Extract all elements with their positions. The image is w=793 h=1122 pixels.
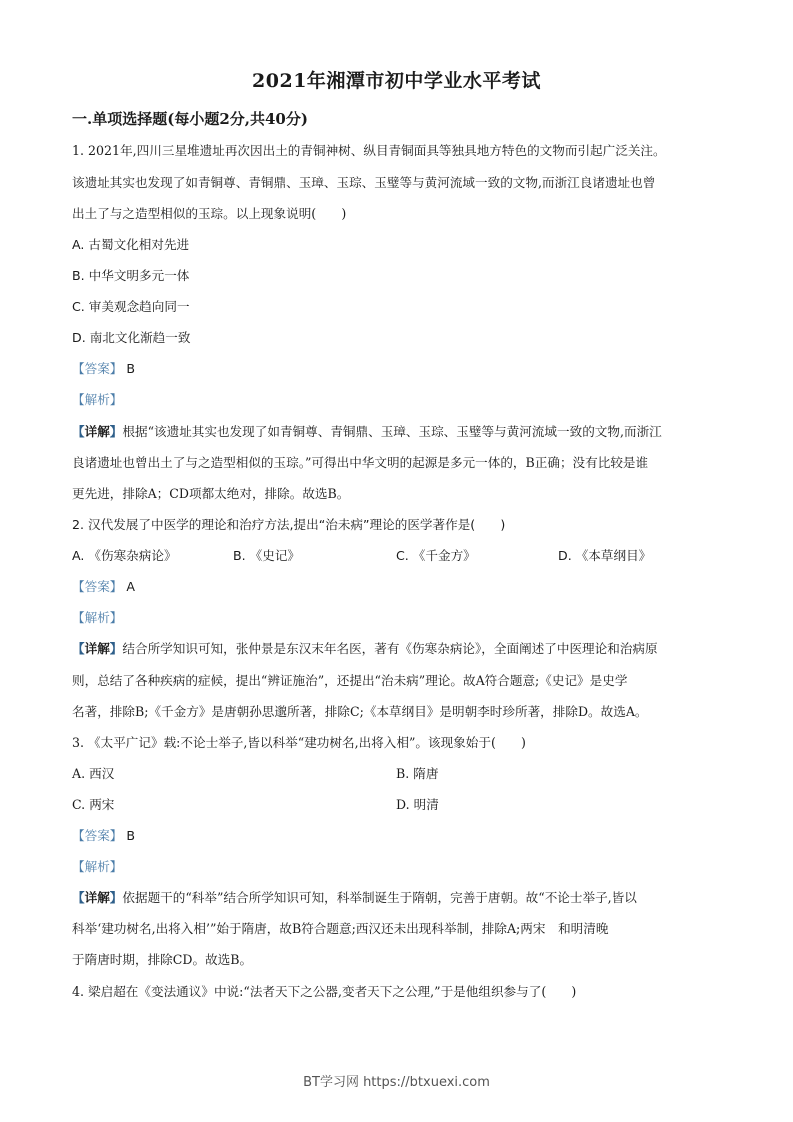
q3-option-d: D. 明清: [396, 797, 439, 812]
q2-stem: 2. 汉代发展了中医学的理论和治疗方法,提出“治未病”理论的医学著作是( ): [72, 517, 506, 532]
answer-label: 答案: [84, 579, 110, 594]
q2-answer: 【答案】 A: [72, 579, 136, 594]
q1-option-b: B. 中华文明多元一体: [72, 268, 190, 283]
q3-option-c: C. 两宋: [72, 797, 115, 812]
footer-watermark: BT学习网 https://btxuexi.com: [303, 1075, 490, 1090]
section-heading: 一.单项选择题(每小题2分,共40分): [72, 110, 308, 128]
q2-analysis-label: 【解析】: [72, 610, 123, 625]
q1-option-c: C. 审美观念趋向同一: [72, 299, 190, 314]
q1-stem-line-1: 1. 2021年,四川三星堆遗址再次因出土的青铜神树、纵目青铜面具等独具地方特色的文物而引起广泛关注。: [72, 143, 666, 158]
detail-label: 详解: [84, 424, 110, 439]
answer-value: A: [126, 579, 136, 594]
q3-detail-line-3: 于隋唐时期，排除CD。故选B。: [72, 952, 253, 967]
page-title: 2021年湘潭市初中学业水平考试: [252, 70, 541, 92]
answer-label: 答案: [84, 361, 110, 376]
answer-value: B: [126, 361, 136, 376]
q1-stem-line-2: 该遗址其实也发现了如青铜尊、青铜鼎、玉璋、玉琮、玉璧等与黄河流域一致的文物,而浙江良诸遗址也曾: [72, 175, 656, 190]
q2-option-d: D. 《本草纲目》: [558, 548, 652, 563]
q1-detail-line-2: 良诸遗址也曾出土了与之造型相似的玉琮。”可得出中华文明的起源是多元一体的，B正确；没有比较是谁: [72, 455, 649, 470]
q3-analysis-label: 【解析】: [72, 859, 123, 874]
q1-option-a: A. 古蜀文化相对先进: [72, 237, 190, 252]
q2-option-a: A. 《伤寒杂病论》: [72, 548, 177, 563]
q3-option-b: B. 隋唐: [396, 766, 439, 781]
q3-answer: 【答案】 B: [72, 828, 136, 843]
q1-detail-line-1: 【详解】根据“该遗址其实也发现了如青铜尊、青铜鼎、玉璋、玉琮、玉璧等与黄河流域一致的文物,而浙江: [72, 424, 662, 439]
q2-option-c: C. 《千金方》: [396, 548, 476, 563]
q1-answer: 【答案】 B: [72, 361, 136, 376]
q3-detail-line-1: 【详解】依据题干的“科举”结合所学知识可知，科举制诞生于隋朝，完善于唐朝。故“不论士举子,皆以: [72, 890, 637, 905]
q2-option-b: B. 《史记》: [233, 548, 301, 563]
q3-stem: 3. 《太平广记》载:不论士举子,皆以科举“建功树名,出将入相”。该现象始于( ): [72, 735, 526, 750]
answer-value: B: [126, 828, 136, 843]
q4-stem: 4. 梁启超在《变法通议》中说:“法者天下之公器,变者天下之公理,”于是他组织参与了( ): [72, 984, 577, 999]
q1-detail-line-3: 更先进，排除A；CD项都太绝对，排除。故选B。: [72, 486, 350, 501]
q2-detail-line-1: 【详解】结合所学知识可知，张仲景是东汉末年名医，著有《伤寒杂病论》，全面阐述了中医理论和治病原: [72, 641, 658, 656]
q1-stem-line-3: 出土了与之造型相似的玉琮。以上现象说明( ): [72, 206, 347, 221]
q2-detail-line-2: 则，总结了各种疾病的症候，提出“辨证施治”，还提出“治未病”理论。故A符合题意;《史记》是史学: [72, 673, 628, 688]
detail-label: 详解: [84, 890, 110, 905]
q1-option-d: D. 南北文化渐趋一致: [72, 330, 191, 345]
answer-label: 答案: [84, 828, 110, 843]
q3-option-a: A. 西汉: [72, 766, 115, 781]
detail-label: 详解: [84, 641, 110, 656]
q1-analysis-label: 【解析】: [72, 392, 123, 407]
q3-detail-line-2: 科举‘建功树名,出将入相’”始于隋唐，故B符合题意;西汉还未出现科举制，排除A;两宋 和明清晚: [72, 921, 609, 936]
q2-detail-line-3: 名著，排除B;《千金方》是唐朝孙思邈所著，排除C;《本草纲目》是明朝李时珍所著，排除D。故选A。: [72, 704, 648, 719]
